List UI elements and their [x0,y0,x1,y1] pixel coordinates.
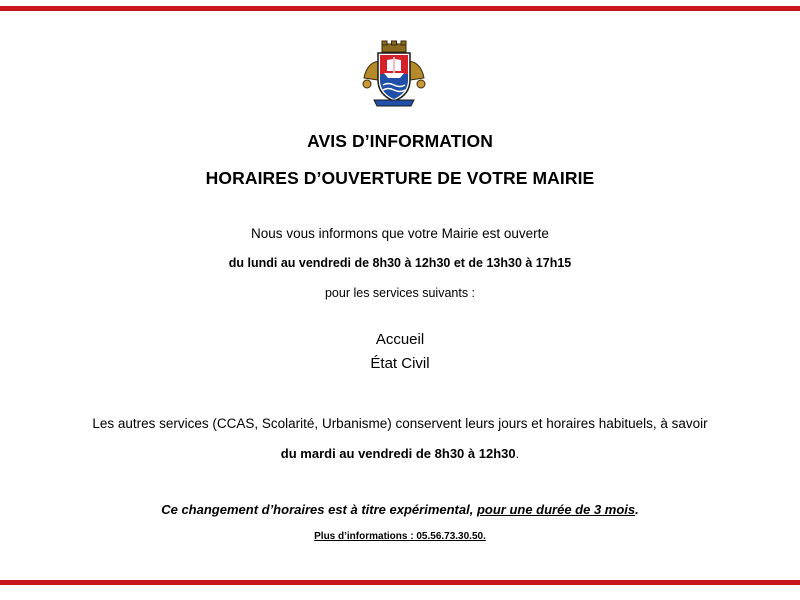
service-item-accueil: Accueil [375,331,425,348]
other-services-text: Les autres services (CCAS, Scolarité, Urbanisme) conservent leurs jours et horaires habituels, à savoir [92,416,708,431]
bottom-red-rule [0,580,800,585]
other-hours-period: . [515,446,520,461]
notice-title: AVIS D’INFORMATION [307,131,493,151]
experimental-notice [0,502,800,517]
other-services-hours [0,446,800,461]
municipal-coat-of-arms-icon [360,40,428,108]
experimental-text: Ce changement d’horaires est à titre expérimental, [161,502,477,517]
other-hours-text: du mardi au vendredi de 8h30 à 12h30 [280,446,516,461]
services-intro: pour les services suivants : [324,286,476,300]
experimental-duration: pour une durée de 3 mois [476,502,636,517]
service-item-etat-civil: État Civil [370,355,430,372]
main-opening-hours: du lundi au vendredi de 8h30 à 12h30 et de 13h30 à 17h15 [228,256,572,270]
top-red-rule [0,6,800,11]
intro-text: Nous vous informons que votre Mairie est ouverte [251,226,549,241]
experimental-period: . [635,502,639,517]
notice-subtitle: HORAIRES D’OUVERTURE DE VOTRE MAIRIE [205,168,595,188]
contact-info: Plus d’informations : 05.56.73.30.50. [314,531,486,542]
